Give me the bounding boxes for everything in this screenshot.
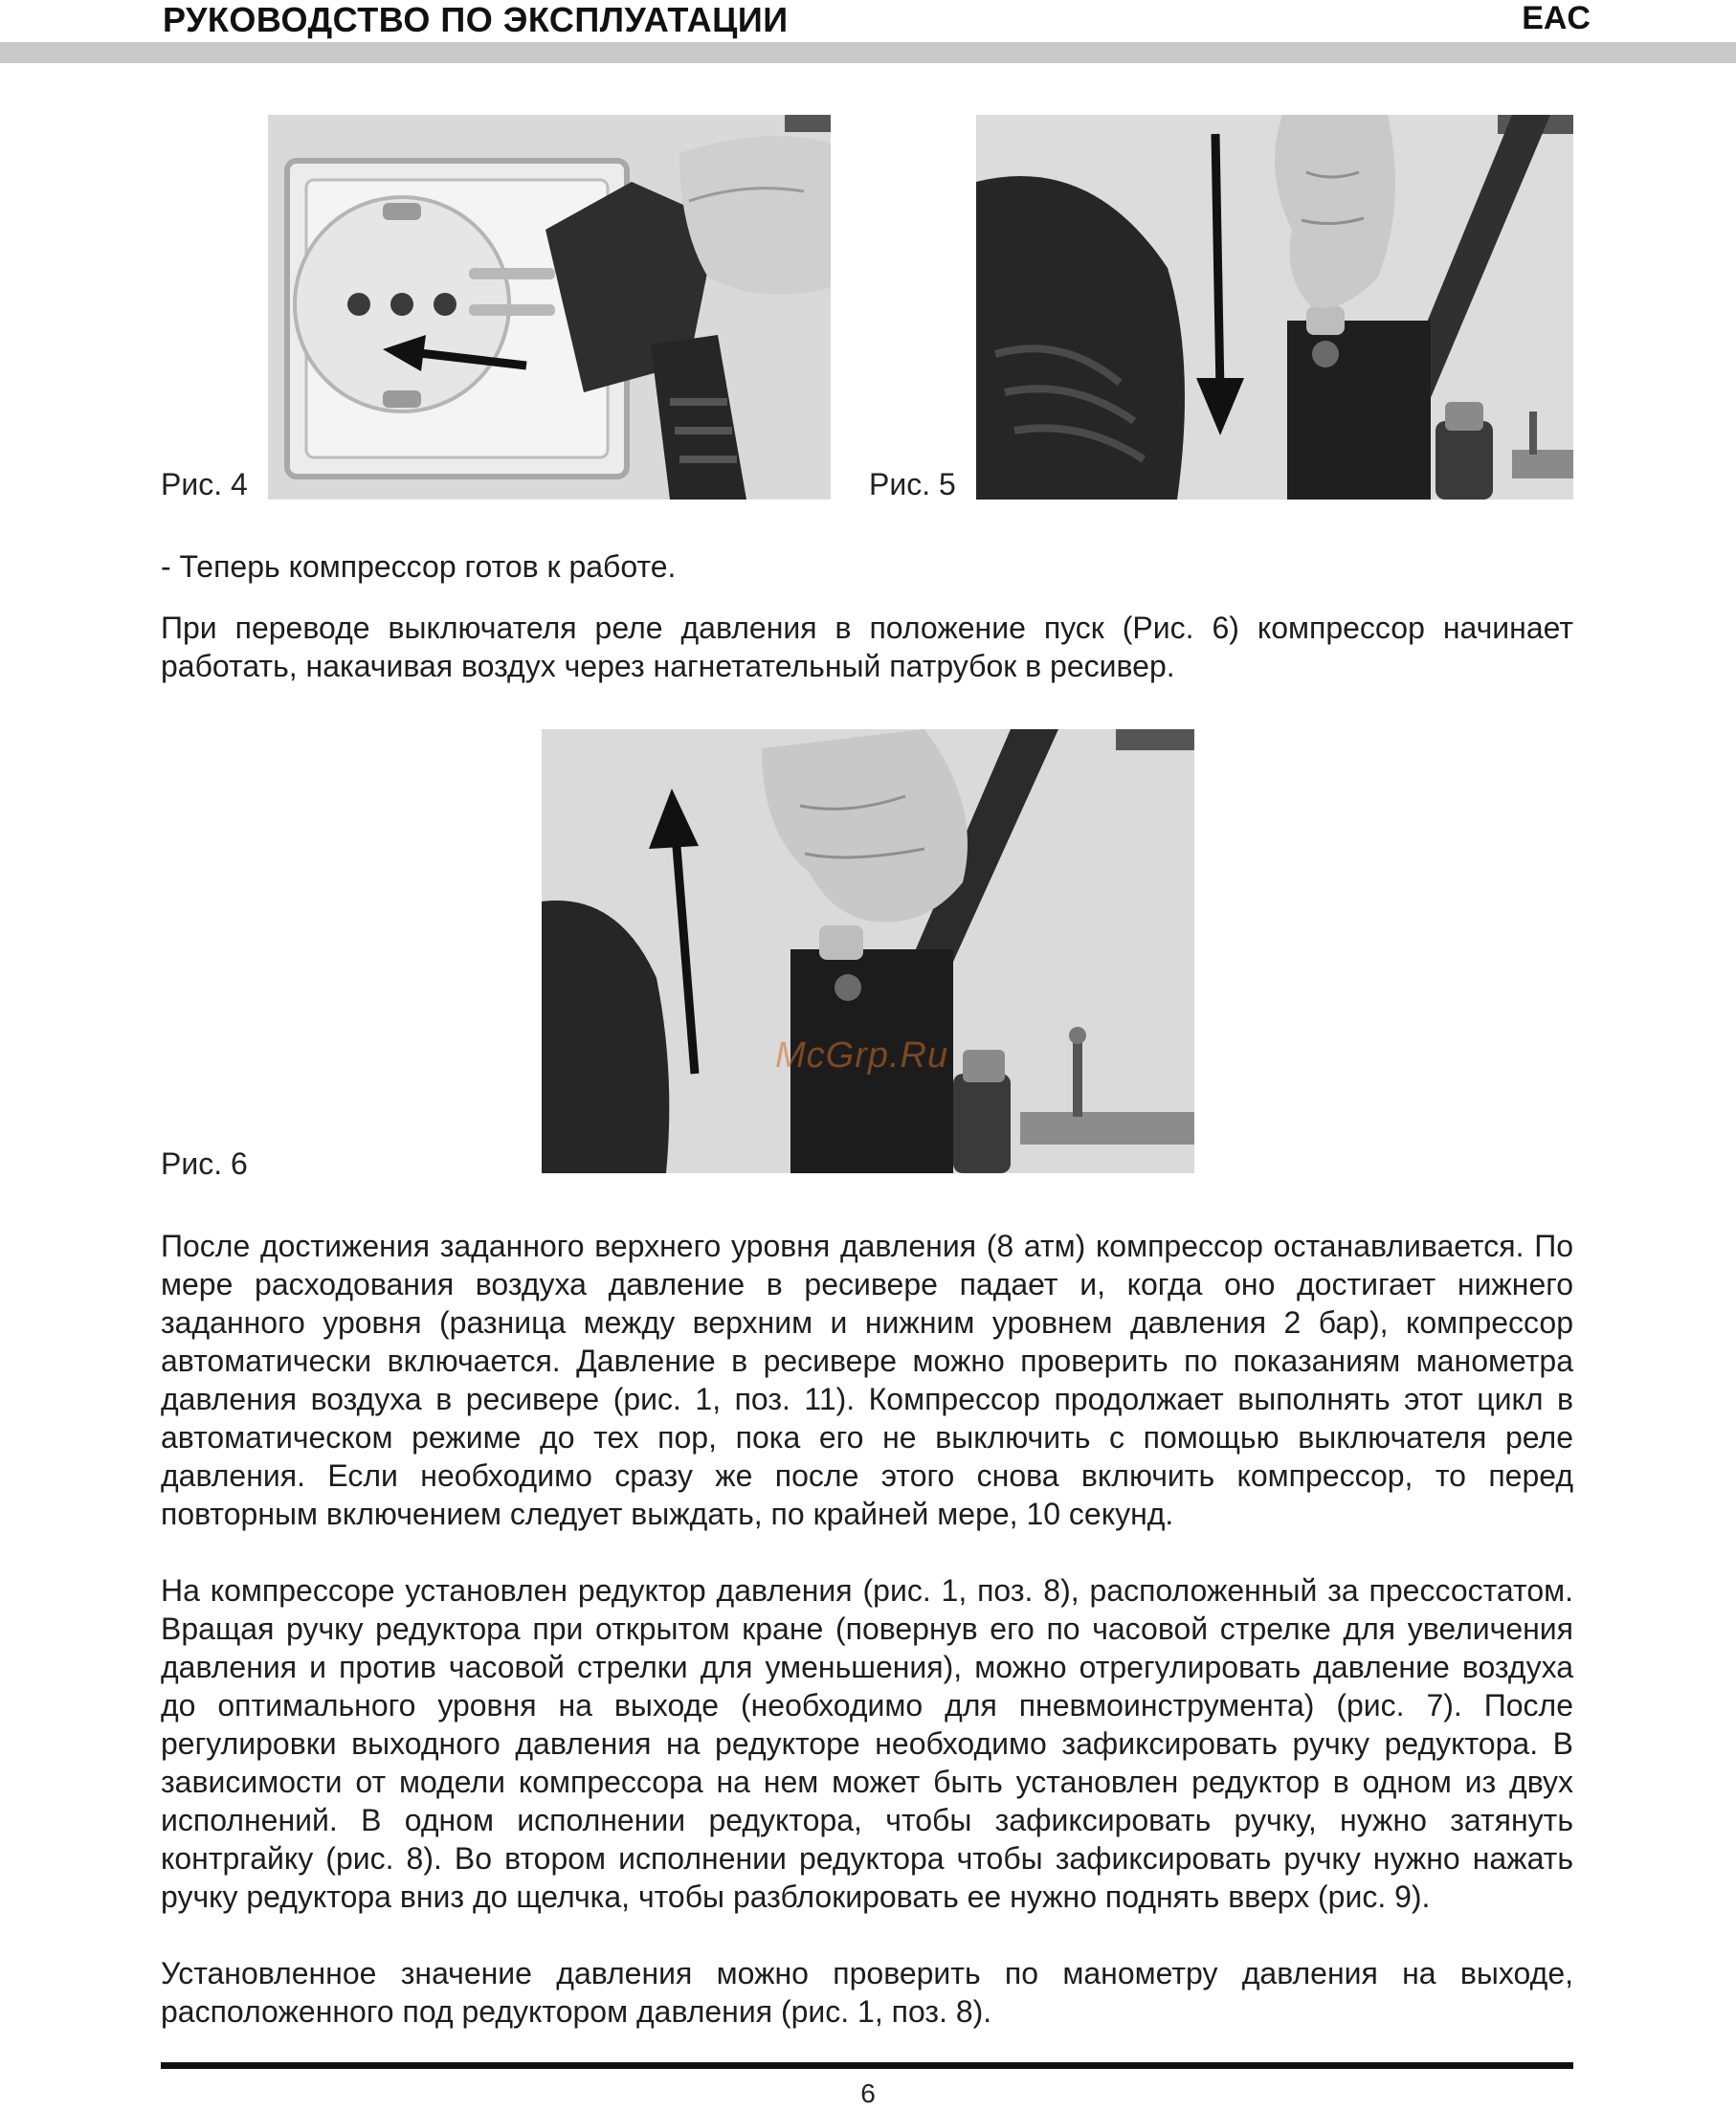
regulator-paragraph: На компрессоре установлен редуктор давления (рис. 1, поз. 8), расположенный за прессостатом. Вращая ручку редуктора при открытом кране (повернув его по часовой стрелке для увеличения давления и против часовой стрелки для уменьшения), можно отрегулировать давление воздуха до оптимального уровня на выходе (необходимо для пневмоинструмента) (рис. 7). После регулировки выходного давления на редукторе необходимо зафиксировать ручку редуктора. В зависимости от модели компрессора на нем может быть установлен редуктор в одном из двух исполнений. В одном исполнении редуктора, чтобы зафиксировать ручку, нужно затянуть контргайку (рис. 8). Во втором исполнении редуктора чтобы зафиксировать ручку нужно нажать ручку редуктора вниз до щелчка, чтобы разблокировать ее нужно поднять вверх (рис. 9). <box>161 1573 1573 1914</box>
ready-line: - Теперь компрессор готов к работе. <box>161 549 677 584</box>
check-paragraph: Установленное значение давления можно проверить по манометру давления на выходе, расположенного под редуктором давления (рис. 1, поз. 8). <box>161 1956 1573 2029</box>
watermark: McGrp.Ru <box>775 1035 949 1076</box>
figure-4-photo <box>268 115 831 500</box>
eac-mark: EAC <box>1522 0 1591 36</box>
figure-6-caption: Рис. 6 <box>161 1146 248 1181</box>
page-number: 6 <box>860 2079 876 2108</box>
figure-6-photo <box>542 729 1194 1173</box>
cycle-paragraph: После достижения заданного верхнего уровня давления (8 атм) компрессор останавливается. По мере расходования воздуха давление в ресивере падает и, когда оно достигает нижнего заданного уровня (разница между верхним и нижним уровнем давления 2 бар), компрессор автоматически включается. Давление в ресивере можно проверить по показаниям манометра давления воздуха в ресивере (рис. 1, поз. 11). Компрессор продолжает выполнять этот цикл в автоматическом режиме до тех пор, пока его не выключить с помощью выключателя реле давления. Если необходимо сразу же после этого снова включить компрессор, то перед повторным включением следует выждать, по крайней мере, 10 секунд. <box>161 1229 1573 1531</box>
figure-5-photo <box>976 115 1573 500</box>
footer-rule <box>161 2062 1573 2069</box>
start-paragraph: При переводе выключателя реле давления в положение пуск (Рис. 6) компрессор начинает работать, накачивая воздух через нагнетательный патрубок в ресивер. <box>161 611 1573 683</box>
figure-4-caption: Рис. 4 <box>161 467 248 501</box>
figure-5-caption: Рис. 5 <box>869 467 956 501</box>
header-bar <box>0 42 1736 63</box>
document-title: РУКОВОДСТВО ПО ЭКСПЛУАТАЦИИ <box>163 0 789 39</box>
